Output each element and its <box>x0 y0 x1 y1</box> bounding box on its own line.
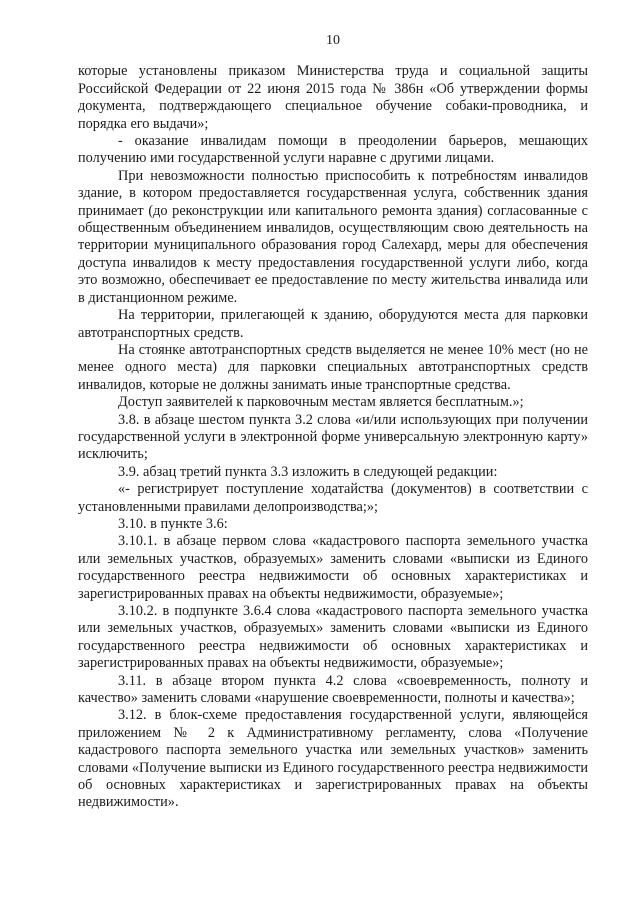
paragraph: На стоянке автотранспортных средств выделяется не менее 10% мест (но не менее одного места) для парковки специальных автотранспортных средств инвалидов, которые не должны занимать иные транспортные средства. <box>78 341 588 393</box>
paragraph: 3.10.1. в абзаце первом слова «кадастрового паспорта земельного участка или земельных участков, образуемых» заменить словами «выписки из Единого государственного реестра недвижимости об основных характеристиках и зарегистрированных правах на объекты недвижимости, образуемые»; <box>78 533 588 602</box>
paragraph: Доступ заявителей к парковочным местам является бесплатным.»; <box>118 394 524 411</box>
paragraph: 3.11. в абзаце втором пункта 4.2 слова «своевременность, полноту и качество» заменить словами «нарушение своевременности, полноты и качества»; <box>78 672 588 707</box>
paragraph: При невозможности полностью приспособить к потребностям инвалидов здание, в котором предоставляется государственная услуга, собственник здания принимает (до реконструкции или капитального ремонта здания) согласованные с общественным объединением инвалидов, осуществляющим свою деятельность на территории муниципального образования город Салехард, меры для обеспечения доступа инвалидов к месту предоставления государственной услуги либо, когда это возможно, обеспечивает ее предоставление по месту жительства инвалида или в дистанционном режиме. <box>78 167 588 306</box>
paragraph: 3.8. в абзаце шестом пункта 3.2 слова «и/или использующих при получении государственной услуги в электронной форме универсальную электронную карту» исключить; <box>78 411 588 463</box>
paragraph: 3.9. абзац третий пункта 3.3 изложить в следующей редакции: <box>118 463 498 480</box>
paragraph: 3.10.2. в подпункте 3.6.4 слова «кадастрового паспорта земельного участка или земельных участков, образуемых» заменить словами «выписки из Единого государственного реестра недвижимости об основных характеристиках и зарегистрированных правах на объекты недвижимости, образуемые»; <box>78 603 588 672</box>
page-number: 10 <box>326 33 340 48</box>
paragraph: 3.10. в пункте 3.6: <box>118 515 228 532</box>
paragraph: которые установлены приказом Министерства труда и социальной защиты Российской Федерации от 22 июня 2015 года № 386н «Об утверждении формы документа, подтверждающего специальное обучение собаки-проводника, и порядка его выдачи»; <box>78 63 588 132</box>
paragraph: 3.12. в блок-схеме предоставления государственной услуги, являющейся приложением № 2 к Административному регламенту, слова «Получение кадастрового паспорта земельного участка или земельных участков» заменить словами «Получение выписки из Единого государственного реестра недвижимости об основных характеристиках и зарегистрированных правах на объекты недвижимости». <box>78 707 588 811</box>
paragraph: «- регистрирует поступление ходатайства (документов) в соответствии с установленными правилами делопроизводства;»; <box>78 481 588 515</box>
document-body <box>78 63 588 811</box>
paragraph: На территории, прилегающей к зданию, оборудуются места для парковки автотранспортных средств. <box>78 307 588 341</box>
paragraph: - оказание инвалидам помощи в преодолении барьеров, мешающих получению ими государственной услуги наравне с другими лицами. <box>78 133 588 167</box>
